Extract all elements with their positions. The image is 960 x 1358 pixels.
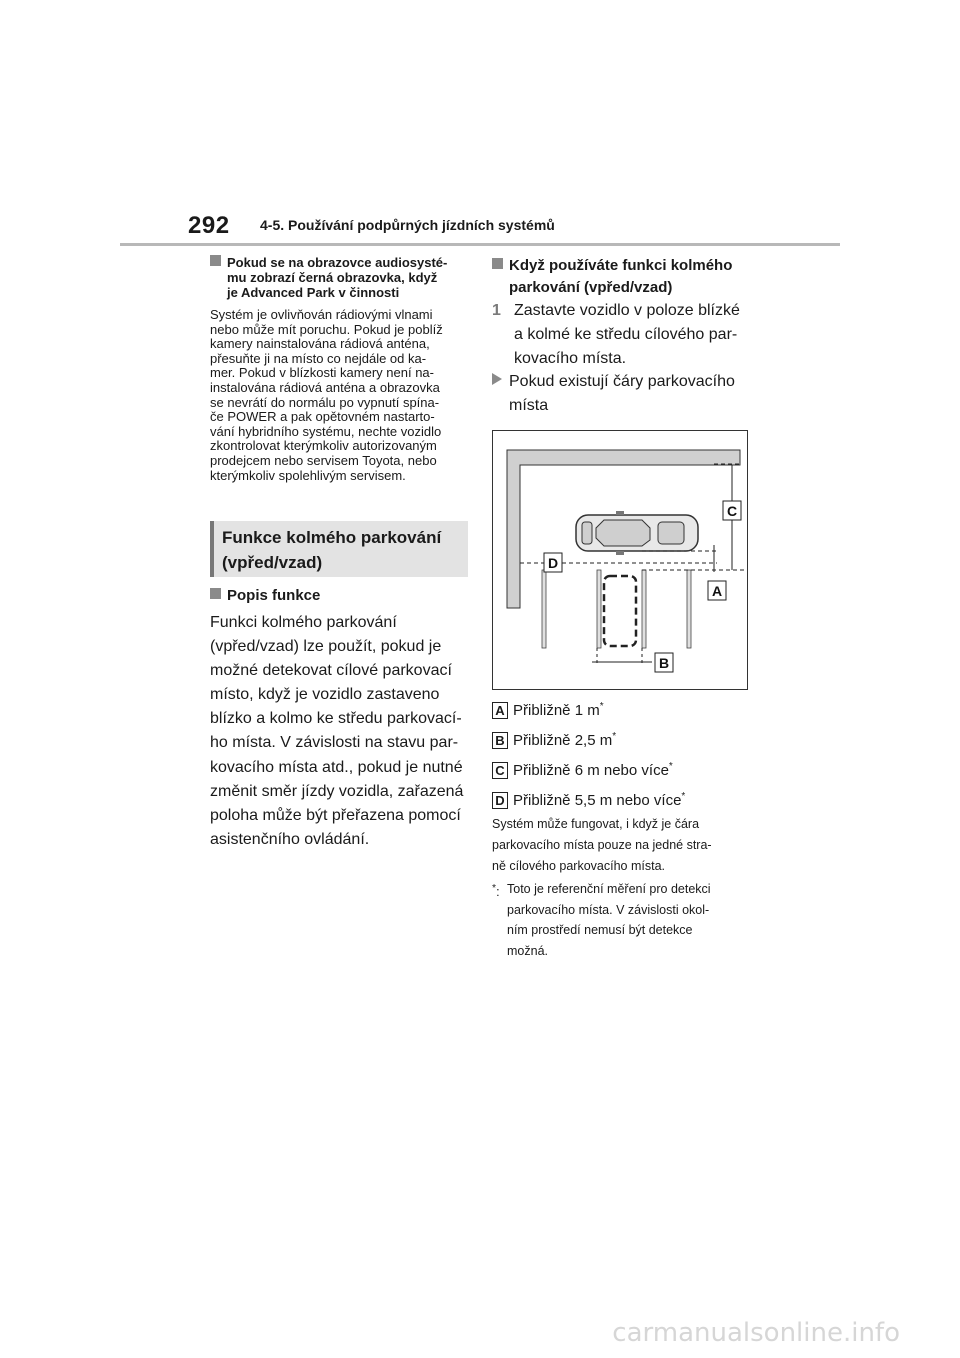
- legend-mark: *: [681, 791, 686, 802]
- diagram-frame: [493, 431, 748, 690]
- parking-diagram: [492, 430, 748, 690]
- footnote-marker: *:: [492, 883, 500, 900]
- chapter-title: 4-5. Používání podpůrných jízdních systémů: [260, 217, 555, 233]
- label-a: A: [711, 583, 723, 599]
- square-bullet-icon: [210, 588, 221, 599]
- legend-key: A: [492, 702, 508, 719]
- footnote-text: Toto je referenční měření pro detekci parkovacího místa. V závislosti okol- ním prostředí nemusí být detekce možná.: [507, 882, 711, 958]
- label-d: D: [547, 555, 559, 571]
- legend-item-d: [492, 788, 685, 810]
- legend-mark: *: [668, 761, 673, 772]
- legend-key: B: [492, 732, 508, 749]
- triangle-bullet-icon: [492, 373, 502, 385]
- legend-mark: *: [599, 701, 604, 712]
- single-line-note: Systém může fungovat, i když je čára parkovacího místa pouze na jedné stra- ně cílového parkovacího místa.: [492, 817, 712, 873]
- legend-item-b: [492, 728, 616, 750]
- legend-key: C: [492, 762, 508, 779]
- parking-line: [597, 570, 601, 648]
- legend-text: Přibližně 5,5 m nebo více: [513, 792, 682, 809]
- label-c: C: [726, 503, 738, 519]
- parking-line: [687, 570, 691, 648]
- usage-heading-line-2: parkování (vpřed/vzad): [509, 279, 673, 296]
- note-heading-line-3: je Advanced Park v činnosti: [227, 285, 400, 300]
- note-heading: [210, 255, 475, 300]
- legend-text: Přibližně 1 m: [513, 702, 600, 719]
- step-text: Zastavte vozidlo v poloze blízké a kolmé ke středu cílového par- kovacího místa.: [514, 302, 740, 367]
- legend-key: D: [492, 792, 508, 809]
- usage-heading-line-1: Když používáte funkci kolmého: [509, 257, 733, 274]
- legend-mark: *: [612, 731, 617, 742]
- step-number: 1: [492, 302, 501, 319]
- description-heading-text: Popis funkce: [227, 587, 321, 604]
- note-heading-line-1: Pokud se na obrazovce audiosysté-: [227, 255, 448, 270]
- parking-line: [542, 570, 546, 648]
- condition-bullet: [492, 370, 752, 418]
- square-bullet-icon: [210, 255, 221, 266]
- legend-text: Přibližně 6 m nebo více: [513, 762, 669, 779]
- condition-line-2: místa: [509, 397, 549, 414]
- label-b: B: [658, 655, 670, 671]
- car-icon: [576, 511, 698, 555]
- section-heading: Funkce kolmého parkování (vpřed/vzad): [222, 528, 442, 572]
- watermark: carmanualsonline.info: [612, 1318, 900, 1348]
- usage-heading: [492, 255, 752, 299]
- legend-text: Přibližně 2,5 m: [513, 732, 613, 749]
- legend-item-c: [492, 758, 673, 780]
- page-number: 292: [188, 212, 230, 239]
- square-bullet-icon: [492, 258, 503, 269]
- description-body: Funkci kolmého parkování (vpřed/vzad) lze použít, pokud je možné detekovat cílové parkovací místo, když je vozidlo zastaveno blízko a kolmo ke středu parkovací- ho místa. V závislosti na stavu par- kovacího místa atd., pokud je nutné změnit směr jízdy vozidla, zařazená poloha může být přeřazena pomocí asistenčního ovládání.: [210, 614, 464, 848]
- note-heading-line-2: mu zobrazí černá obrazovka, když: [227, 270, 438, 285]
- description-heading: [210, 587, 320, 604]
- note-body: Systém je ovlivňován rádiovými vlnami nebo může mít poruchu. Pokud je poblíž kamery nainstalována rádiová anténa, přesuňte ji na místo co nejdále od ka- mer. Pokud v blízkosti kamery není na- instalována rádiová anténa a obrazovka se nevrátí do normálu po vypnutí spína- če POWER a pak opětovném nastarto- vání hybridního systému, nechte vozidlo zkontrolovat kterýmkoliv autorizovaným prodejcem nebo servisem Toyota, nebo kterýmkoliv spolehlivým servisem.: [210, 307, 443, 483]
- legend-item-a: [492, 698, 604, 720]
- parking-line: [642, 570, 646, 648]
- condition-line-1: Pokud existují čáry parkovacího: [509, 373, 735, 390]
- header-divider: [120, 243, 840, 246]
